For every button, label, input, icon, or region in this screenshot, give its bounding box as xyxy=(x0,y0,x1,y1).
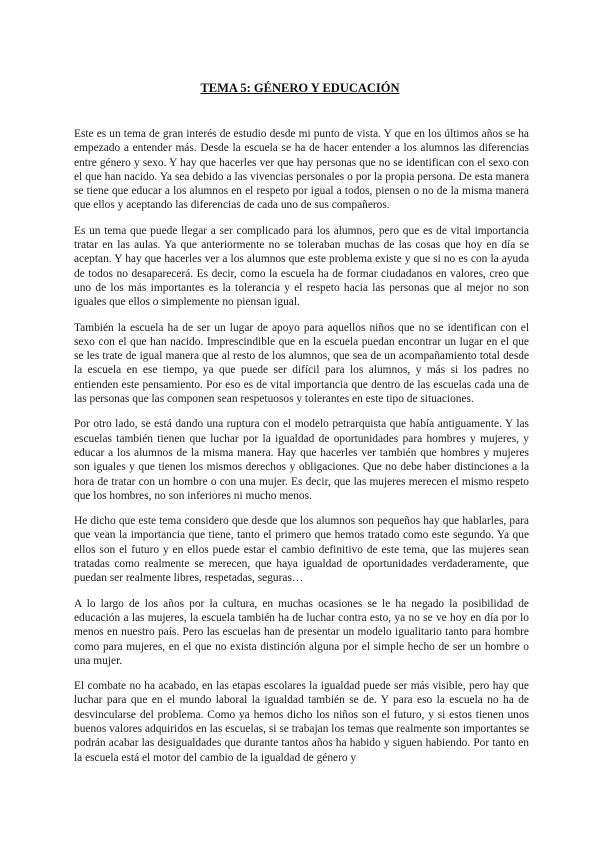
document-body xyxy=(74,127,529,776)
document-title: TEMA 5: GÉNERO Y EDUCACIÓN xyxy=(200,81,400,95)
paragraph: Este es un tema de gran interés de estudio desde mi punto de vista. Y que en los últimos años se ha empezado a entender más. Desde la escuela se ha de hacer entender a los alumnos las diferencias entre género y sexo. Y hay que hacerles ver que hay personas que no se identifican con el sexo con el que han nacido. Ya sea debido a las vivencias personales o por la propia persona. De esta manera se tiene que educar a los alumnos en el respeto por igual a todos, piensen o no de la misma manera que ellos y aceptando las diferencias de cada uno de sus compañeros. xyxy=(74,128,529,212)
paragraph: El combate no ha acabado, en las etapas escolares la igualdad puede ser más visible, pero hay que luchar para que en el mundo laboral la igualdad también se de. Y para eso la escuela no ha de desvincularse del problema. Como ya hemos dicho los niños son el futuro, y si estos tienen unos buenos valores adquiridos en las escuelas, si se trabajan los temas que realmente son importantes se podrán acabar las desigualdades que durante tantos años ha habido y siguen habiendo. Por tanto en la escuela está el motor del cambio de la igualdad de género y xyxy=(74,680,529,764)
paragraph: Es un tema que puede llegar a ser complicado para los alumnos, pero que es de vital importancia tratar en las aulas. Ya que anteriormente no se toleraban muchas de las cosas que hoy en día se aceptan. Y hay que hacerles ver a los alumnos que este problema existe y que si no es con la ayuda de todos no desaparecerá. Es decir, como la escuela ha de formar ciudadanos en valores, creo que uno de los más importantes es la tolerancia y el respeto hacia las personas que al mejor no son iguales que ellos o simplemente no piensan igual. xyxy=(74,224,529,309)
paragraph: He dicho que este tema considero que desde que los alumnos son pequeños hay que hablarles, para que vean la importancia que tiene, tanto el primero que hemos tratado como este segundo. Ya que ellos son el futuro y en ellos puede estar el cambio definitivo de este tema, que las mujeres sean tratadas como realmente se merecen, que haya igualdad de oportunidades verdaderamente, que puedan ser realmente libres, respetadas, seguras… xyxy=(74,515,529,585)
paragraph: Por otro lado, se está dando una ruptura con el modelo petrarquista que había antiguamente. Y las escuelas también tienen que luchar por la igualdad de oportunidades para hombres y mujeres, y educar a los alumnos de la misma manera. Hay que hacerles ver también que hombres y mujeres son iguales y que tienen los mismos derechos y obligaciones. Que no debe haber distinciones a la hora de tratar con un hombre o con una mujer. Es decir, que las mujeres merecen el mismo respeto que los hombres, no son inferiores ni mucho menos. xyxy=(74,418,529,502)
paragraph: También la escuela ha de ser un lugar de apoyo para aquellos niños que no se identifican con el sexo con el que han nacido. Imprescindible que en la escuela puedan encontrar un lugar en el que se les trate de igual manera que al resto de los alumnos, que sea de un acompañamiento total desde la escuela en ese tiempo, ya que puede ser difícil para los alumnos, y más si los padres no entienden este pensamiento. Por eso es de vital importancia que dentro de las escuelas cada una de las personas que las componen sean respetuosos y tolerantes en este tipo de situaciones. xyxy=(74,321,529,406)
paragraph: A lo largo de los años por la cultura, en muchas ocasiones se le ha negado la posibilidad de educación a las mujeres, la escuela también ha de luchar contra esto, ya no se ve hoy en día por lo menos en nuestro país. Pero las escuelas han de presentar un modelo igualitario tanto para hombre como para mujeres, en el que no exista distinción alguna por el simple hecho de ser un hombre o una mujer. xyxy=(74,597,529,667)
